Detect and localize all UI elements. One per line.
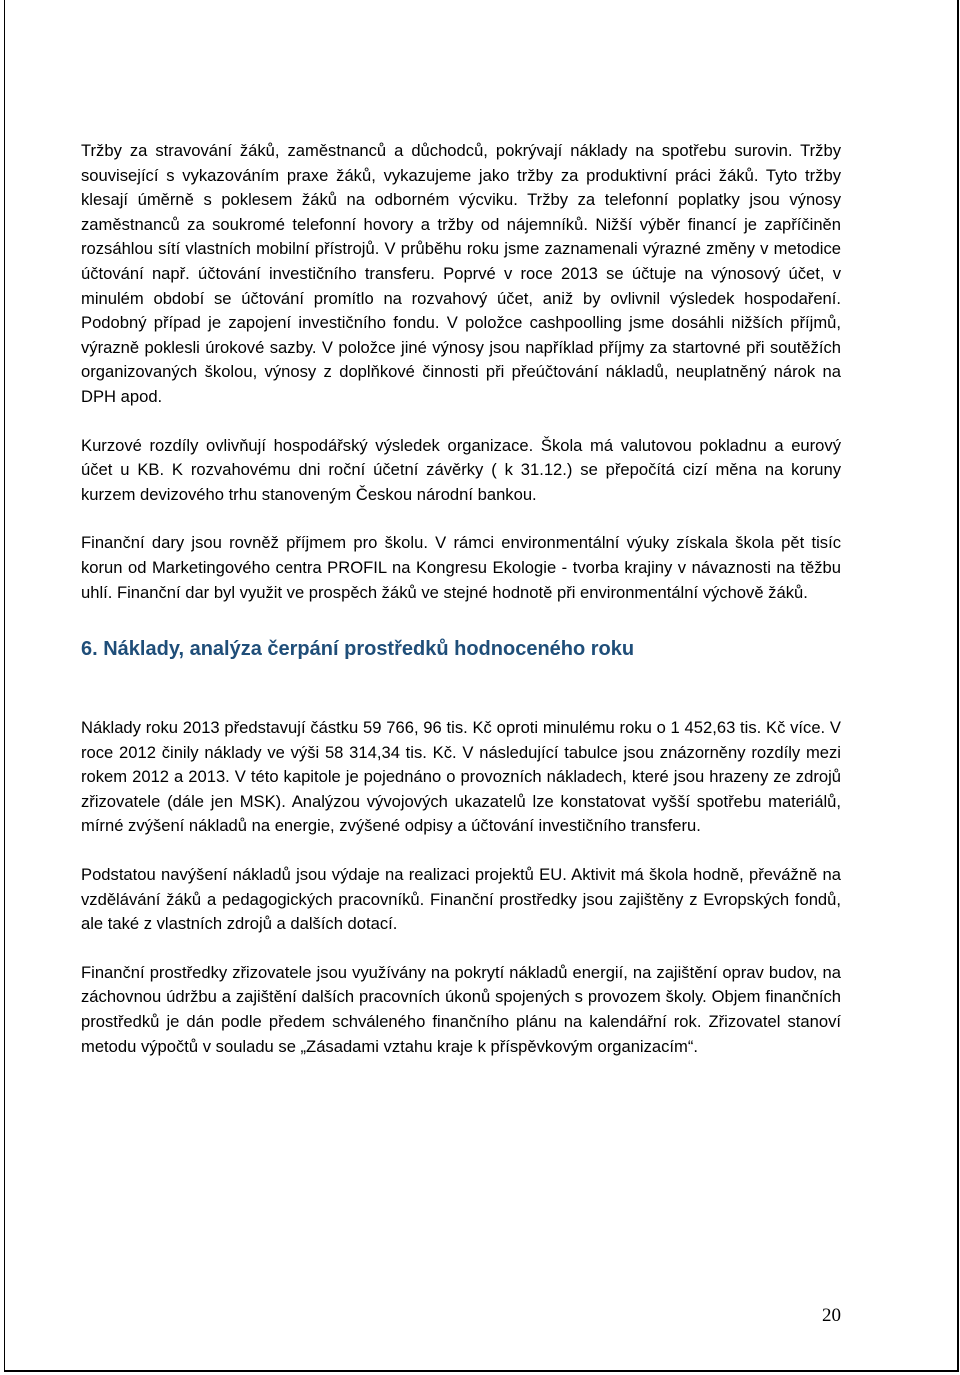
page-number: 20 — [822, 1305, 841, 1326]
document-body — [81, 139, 841, 1083]
paragraph-revenue-sources: Tržby za stravování žáků, zaměstnanců a důchodců, pokrývají náklady na spotřebu surovin. Tržby související s vykazováním praxe žáků, vykazujeme jako tržby za produktivní práci žáků. Tyto tržby klesají úměrně s poklesem žáků na odborném výcviku. Tržby za telefonní poplatky jsou výnosy zaměstnanců za soukromé telefonní hovory a tržby od nájemníků. Nižší výběr financí je zapříčiněn rozsáhlou sítí vlastních mobilní přístrojů. V průběhu roku jsme zaznamenali výrazné změny v metodice účtování např. účtování investičního transferu. Poprvé v roce 2013 se účtuje na výnosový účet, v minulém období se účtování promítlo na rozvahový účet, aniž by ovlivnil výsledek hospodaření. Podobný případ je zapojení investičního fondu. V položce cashpoolling jsme dosáhli nižších příjmů, výrazně poklesli úrokové sazby. V položce jiné výnosy jsou například příjmy za startovné při soutěžích organizovaných školou, výnosy z doplňkové činnosti při přeúčtování nákladů, neuplatněný nárok na DPH apod. — [81, 141, 841, 406]
paragraph-founder-funds: Finanční prostředky zřizovatele jsou využívány na pokrytí nákladů energií, na zajištění oprav budov, na záchovnou údržbu a zajištění dalších pracovních úkonů spojených s provozem školy. Objem finančních prostředků je dán podle předem schváleného finančního plánu na kalendářní rok. Zřizovatel stanoví metodu výpočtů v souladu se „Zásadami vztahu kraje k příspěvkovým organizacím“. — [81, 962, 841, 1056]
paragraph-costs-overview: Náklady roku 2013 představují částku 59 766, 96 tis. Kč oproti minulému roku o 1 452,63 tis. Kč více. V roce 2012 činily náklady ve výši 58 314,34 tis. Kč. V následující tabulce jsou znázorněny rozdíly mezi rokem 2012 a 2013. V této kapitole je pojednáno o provozních nákladech, které jsou hrazeny ze zdrojů zřizovatele (dále jen MSK). Analýzou vývojových ukazatelů lze konstatovat vyšší spotřebu materiálů, mírné zvýšení nákladů na energie, zvýšené odpisy a účtování investičního transferu. — [81, 718, 841, 836]
paragraph-exchange-rates: Kurzové rozdíly ovlivňují hospodářský výsledek organizace. Škola má valutovou pokladnu a eurový účet u KB. K rozvahovému dni roční účetní závěrky ( k 31.12.) se přepočítá cizí měna na koruny kurzem devizového trhu stanoveným Českou národní bankou. — [81, 435, 841, 504]
paragraph-donations: Finanční dary jsou rovněž příjmem pro školu. V rámci environmentální výuky získala škola pět tisíc korun od Marketingového centra PROFIL na Kongresu Ekologie - tvorba krajiny v návaznosti na těžbu uhlí. Finanční dar byl využit ve prospěch žáků ve stejné hodnotě při environmentální výchově žáků. — [81, 533, 841, 602]
paragraph-eu-projects: Podstatou navýšení nákladů jsou výdaje na realizaci projektů EU. Aktivit má škola hodně, převážně na vzdělávání žáků a pedagogických pracovníků. Finanční prostředky jsou zajištěny z Evropských fondů, ale také z vlastních zdrojů a dalších dotací. — [81, 865, 841, 934]
section-heading: 6. Náklady, analýza čerpání prostředků hodnoceného roku — [81, 638, 635, 661]
